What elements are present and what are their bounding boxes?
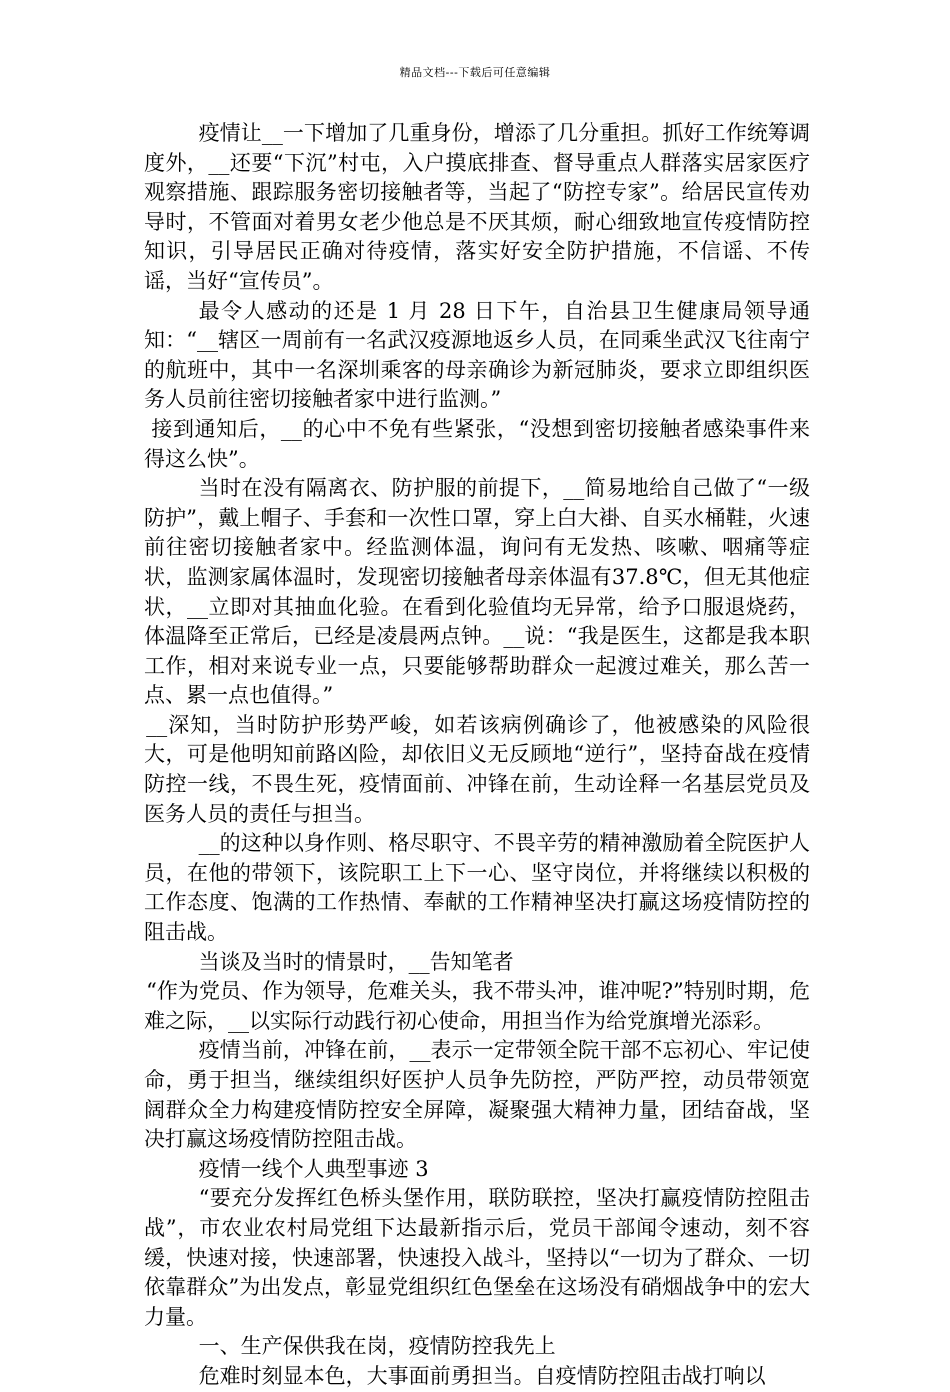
section-heading-1: 一、生产保供我在岗，疫情防控我先上 [198, 1334, 556, 1359]
paragraph-4: 当时在没有隔离衣、防护服的前提下，__简易地给自己做了“一级防护”，戴上帽子、手套和一次性口罩，穿上白大褂、自买水桶鞋，火速前往密切接触者家中。经监测体温，询问有无发热、咳嗽、咽痛等症状，监测家属体温时，发现密切接触者母亲体温有37.8℃，但无其他症状，__立即对其抽血化验。在看到化验值均无异常，给予口服退烧药，体温降至正常后，已经是凌晨两点钟。__说：“我是医生，这都是我本职工作，相对来说专业一点，只要能够帮助群众一起渡过难关，那么苦一点、累一点也值得。” [144, 476, 810, 708]
section-title-3: 疫情一线个人典型事迹 3 [198, 1156, 429, 1181]
page-header: 精品文档---下载后可任意编辑 [399, 66, 551, 79]
paragraph-5: __深知，当时防护形势严峻，如若该病例确诊了，他被感染的风险很大，可是他明知前路凶险，却依旧义无反顾地“逆行”，坚持奋战在疫情防控一线，不畏生死，疫情面前、冲锋在前，生动诠释一名基层党员及医务人员的责任与担当。 [144, 712, 810, 826]
paragraph-8: “作为党员、作为领导，危难关头，我不带头冲，谁冲呢?”特别时期，危难之际，__以实际行动践行初心使命，用担当作为给党旗增光添彩。 [144, 979, 810, 1033]
paragraph-7: 当谈及当时的情景时，__告知笔者 [198, 949, 514, 974]
paragraph-10: “要充分发挥红色桥头堡作用，联防联控，坚决打赢疫情防控阻击战”，市农业农村局党组下达最新指示后，党员干部闻令速动，刻不容缓，快速对接，快速部署，快速投入战斗，坚持以“一切为了群众、一切依靠群众”为出发点，彰显党组织红色堡垒在这场没有硝烟战争中的宏大力量。 [144, 1186, 810, 1329]
paragraph-2: 最令人感动的还是 1 月 28 日下午，自治县卫生健康局领导通知：“__辖区一周前有一名武汉疫源地返乡人员，在同乘坐武汉飞往南宁的航班中，其中一名深圳乘客的母亲确诊为新冠肺炎，要求立即组织医务人员前往密切接触者家中进行监测。” [144, 298, 810, 412]
document-body [144, 119, 810, 1392]
paragraph-6: __的这种以身作则、格尽职守、不畏辛劳的精神激励着全院医护人员，在他的带领下，该院职工上下一心、坚守岗位，并将继续以积极的工作态度、饱满的工作热情、奉献的工作精神坚决打赢这场疫情防控的阻击战。 [144, 831, 810, 945]
paragraph-11: 危难时刻显本色，大事面前勇担当。自疫情防控阻击战打响以 [198, 1363, 766, 1388]
paragraph-9: 疫情当前，冲锋在前，__表示一定带领全院干部不忘初心、牢记使命，勇于担当，继续组织好医护人员争先防控，严防严控，动员带领宽阔群众全力构建疫情防控安全屏障，凝聚强大精神力量，团结奋战，坚决打赢这场疫情防控阻击战。 [144, 1038, 810, 1152]
paragraph-3: 接到通知后，__的心中不免有些紧张，“没想到密切接触者感染事件来得这么快”。 [144, 416, 810, 471]
paragraph-1: 疫情让__一下增加了几重身份，增添了几分重担。抓好工作统筹调度外，__还要“下沉”村屯，入户摸底排查、督导重点人群落实居家医疗观察措施、跟踪服务密切接触者等，当起了“防控专家”。给居民宣传劝导时，不管面对着男女老少他总是不厌其烦，耐心细致地宣传疫情防控知识，引导居民正确对待疫情，落实好安全防护措施，不信谣、不传谣，当好“宣传员”。 [144, 121, 810, 293]
